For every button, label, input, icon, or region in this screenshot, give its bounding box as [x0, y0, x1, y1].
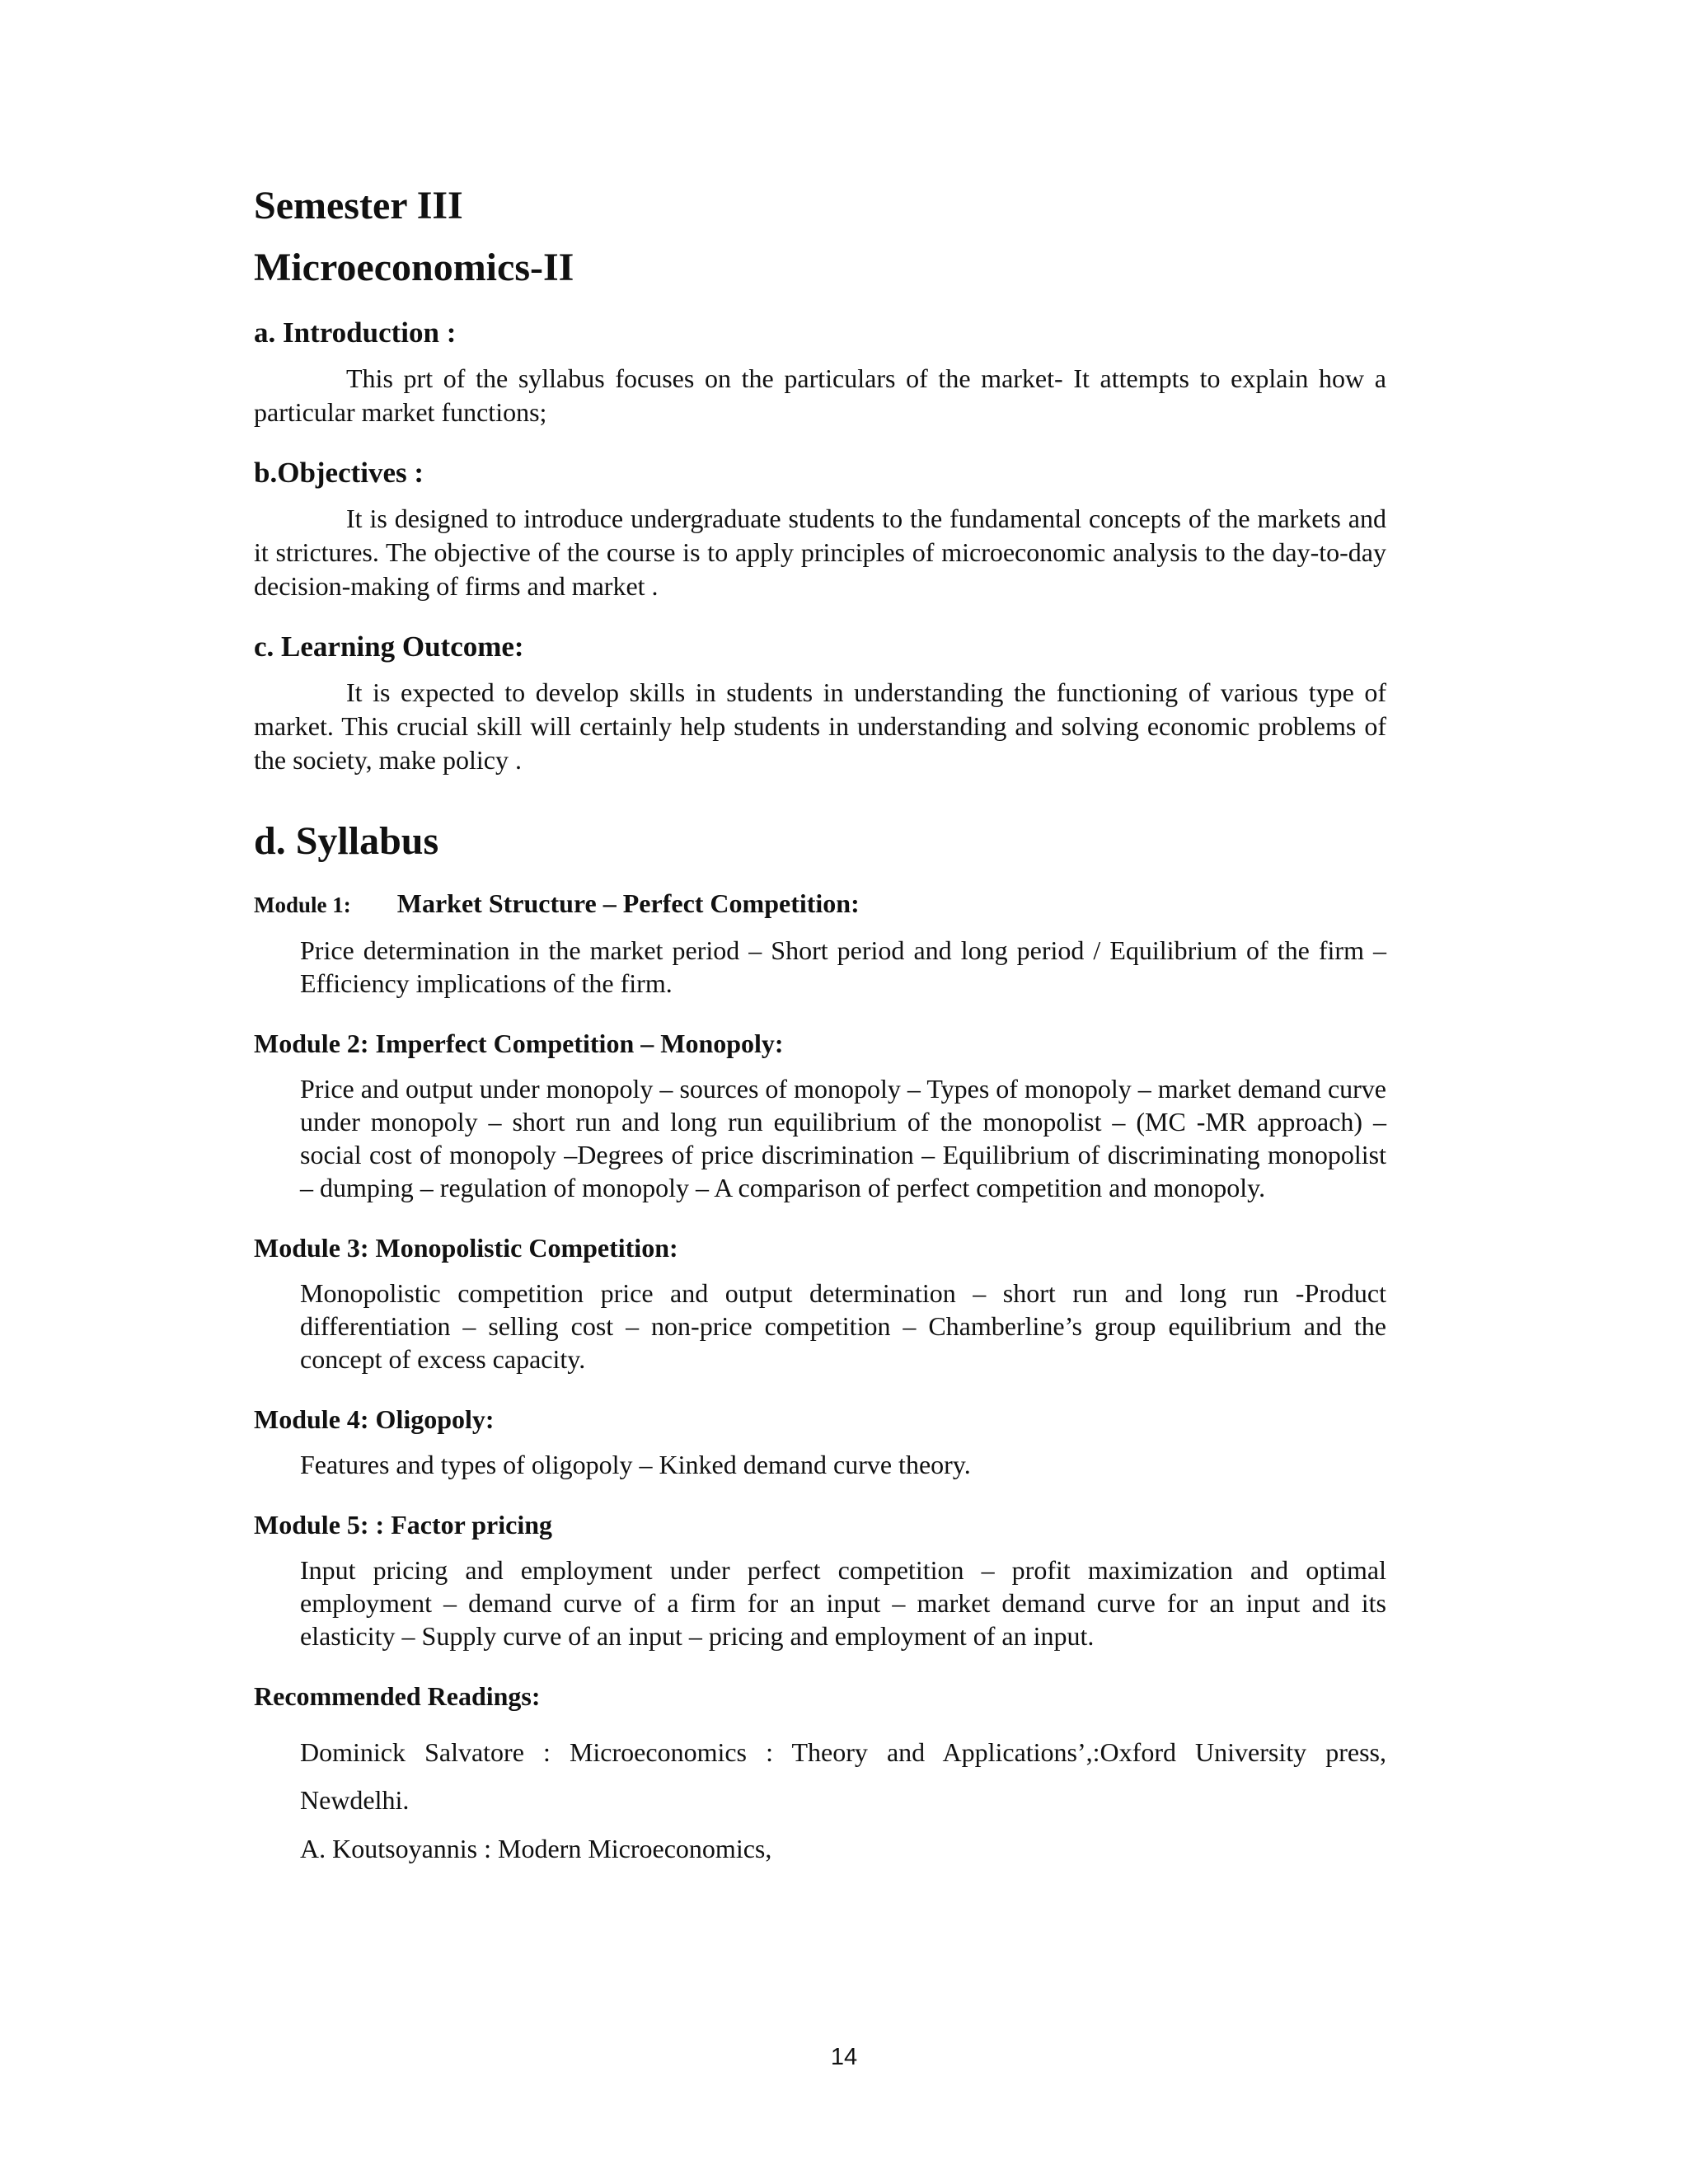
module-5-heading: Module 5: : Factor pricing — [254, 1510, 553, 1540]
module-2-heading: Module 2: Imperfect Competition – Monopoly: — [254, 1029, 784, 1058]
introduction-text: This prt of the syllabus focuses on the particulars of the market- It attempts to explain how a particular market functions; — [254, 363, 1386, 427]
module-4-description: Features and types of oligopoly – Kinked demand curve theory. — [300, 1450, 971, 1479]
learning-outcome-text: It is expected to develop skills in students in understanding the functioning of various type of market. This crucial skill will certainly help students in understanding and solving economic problems of the society, make policy . — [254, 677, 1386, 775]
module-3-heading: Module 3: Monopolistic Competition: — [254, 1233, 678, 1263]
module-5-description: Input pricing and employment under perfect competition – profit maximization and optimal employment – demand curve of a firm for an input – market demand curve for an input and its elasticity – Supply curve of an input – pricing and employment of an input. — [300, 1555, 1386, 1651]
module-1-title: Market Structure – Perfect Competition: — [396, 888, 860, 918]
page-number: 14 — [830, 2044, 858, 2070]
course-title: Microeconomics-II — [254, 246, 574, 289]
introduction-heading: a. Introduction : — [254, 316, 457, 349]
learning-outcome-heading: c. Learning Outcome: — [254, 630, 524, 663]
module-1-label: Module 1: — [254, 893, 351, 917]
module-3-description: Monopolistic competition price and output determination – short run and long run -Product differentiation – selling cost – non-price competition – Chamberline’s group equilibrium and the concept of excess capacity. — [300, 1278, 1386, 1374]
module-1-heading — [254, 886, 1386, 922]
syllabus-heading: d. Syllabus — [254, 819, 439, 863]
module-1-description: Price determination in the market period – Short period and long period / Equilibrium of the firm – Efficiency implications of the firm. — [300, 935, 1386, 998]
module-4-heading: Module 4: Oligopoly: — [254, 1404, 495, 1434]
document-page — [254, 181, 1386, 1865]
semester-title: Semester III — [254, 184, 463, 227]
reading-item: Dominick Salvatore : Microeconomics : Theory and Applications’,:Oxford University press, Newdelhi. — [300, 1737, 1386, 1815]
module-2-description: Price and output under monopoly – sources of monopoly – Types of monopoly – market demand curve under monopoly – short run and long run equilibrium of the monopolist – (MC -MR approach) – social cost of monopoly –Degrees of price discrimination – Equilibrium of discriminating monopolist – dumping – regulation of monopoly – A comparison of perfect competition and monopoly. — [300, 1074, 1386, 1202]
objectives-text: It is designed to introduce undergraduate students to the fundamental concepts of the markets and it strictures. The objective of the course is to apply principles of microeconomic analysis to the day-to-day decision-making of firms and market . — [254, 504, 1386, 601]
reading-item: A. Koutsoyannis : Modern Microeconomics, — [300, 1834, 772, 1863]
readings-heading: Recommended Readings: — [254, 1681, 541, 1711]
objectives-heading: b.Objectives : — [254, 457, 424, 489]
